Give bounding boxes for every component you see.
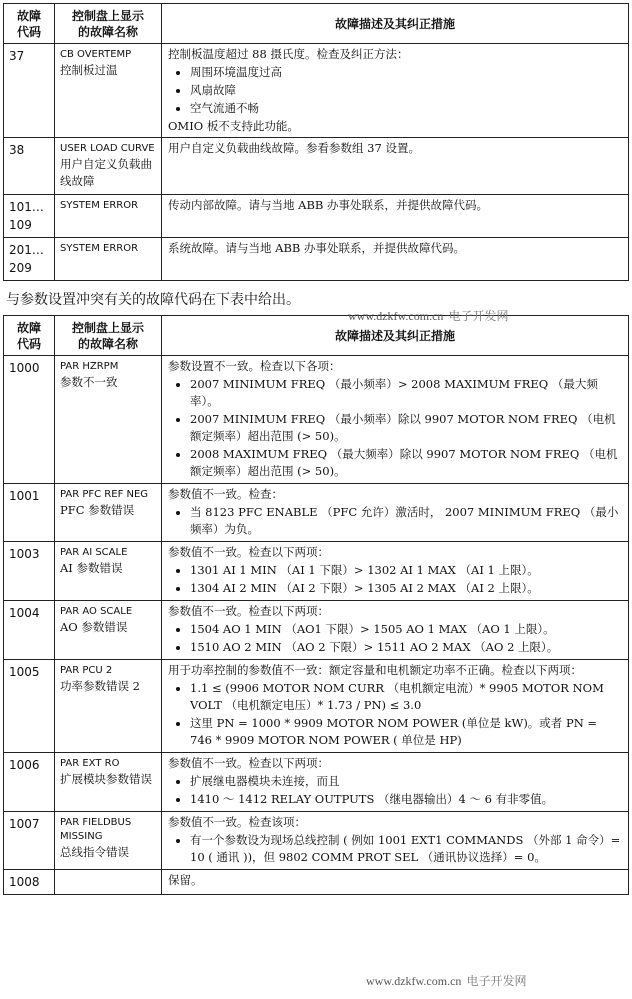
header-code: 故障 代码 bbox=[4, 4, 55, 44]
fault-name bbox=[55, 753, 162, 812]
section-text: 与参数设置冲突有关的故障代码在下表中给出。 bbox=[6, 292, 300, 308]
fault-code: 1000 bbox=[4, 356, 55, 484]
fault-description bbox=[162, 138, 629, 195]
check-list bbox=[168, 680, 622, 749]
fault-name-en: PAR AO SCALE bbox=[60, 606, 133, 617]
table-row bbox=[4, 542, 629, 601]
fault-name-en: PAR FIELDBUS MISSING bbox=[60, 817, 132, 842]
header-desc: 故障描述及其纠正措施 bbox=[162, 4, 629, 44]
description-text: 用户自定义负载曲线故障。参看参数组 37 设置。 bbox=[168, 141, 420, 155]
fault-name-en: SYSTEM ERROR bbox=[60, 243, 139, 254]
description-text: 保留。 bbox=[168, 873, 203, 887]
check-list-item: • 2007 MINIMUM FREQ （最小频率）> 2008 MAXIMUM FREQ （最大频率）。 bbox=[190, 376, 622, 410]
check-list bbox=[168, 504, 622, 538]
check-list-item: • 1504 AO 1 MIN （AO1 下限）> 1505 AO 1 MAX （AO 1 上限）。 bbox=[190, 621, 622, 638]
fault-description bbox=[162, 542, 629, 601]
fault-description bbox=[162, 601, 629, 660]
description-text: 参数设置不一致。检查以下各项： bbox=[168, 359, 341, 373]
fault-table-2 bbox=[3, 315, 629, 895]
description-text: 参数值不一致。检查： bbox=[168, 487, 283, 501]
header-desc: 故障描述及其纠正措施 bbox=[162, 316, 629, 356]
table-row bbox=[4, 870, 629, 895]
fault-name-zh: AI 参数错误 bbox=[60, 561, 123, 575]
fault-code: 38 bbox=[4, 138, 55, 195]
fault-name bbox=[55, 238, 162, 281]
description-text: 参数值不一致。检查以下两项： bbox=[168, 756, 329, 770]
table-row bbox=[4, 660, 629, 753]
header-code: 故障 代码 bbox=[4, 316, 55, 356]
watermark: www.dzkfw.com.cn 电子开发网 bbox=[366, 970, 527, 989]
check-list-item: • 1510 AO 2 MIN （AO 2 下限）> 1511 AO 2 MAX （AO 2 上限）。 bbox=[190, 639, 622, 656]
check-list-item: • 2007 MINIMUM FREQ （最小频率）除以 9907 MOTOR NOM FREQ （电机额定频率）超出范围 (> 50)。 bbox=[190, 411, 622, 445]
fault-name bbox=[55, 195, 162, 238]
table-row bbox=[4, 753, 629, 812]
document-page bbox=[0, 3, 632, 999]
table-row bbox=[4, 356, 629, 484]
fault-code: 1004 bbox=[4, 601, 55, 660]
fault-name-zh: 扩展模块参数错误 bbox=[60, 772, 152, 786]
fault-code: 37 bbox=[4, 44, 55, 138]
fault-name-en: PAR EXT RO bbox=[60, 758, 120, 769]
fault-description bbox=[162, 195, 629, 238]
fault-name-zh: 用户自定义负载曲线故障 bbox=[60, 157, 152, 188]
fault-description bbox=[162, 238, 629, 281]
check-list-item: • 1304 AI 2 MIN （AI 2 下限）> 1305 AI 2 MAX （AI 2 上限）。 bbox=[190, 580, 622, 597]
fault-name-zh: PFC 参数错误 bbox=[60, 503, 135, 517]
fault-name-zh: 总线指令错误 bbox=[60, 845, 129, 859]
fault-name bbox=[55, 660, 162, 753]
check-list-item: • 有一个参数设为现场总线控制 ( 例如 1001 EXT1 COMMANDS （外部 1 命令）= 10 ( 通讯 ))，但 9802 COMM PROT SEL （通讯协议选择）= 0。 bbox=[190, 832, 622, 866]
check-list bbox=[168, 376, 622, 480]
fault-name-zh: AO 参数错误 bbox=[60, 620, 128, 634]
fault-description bbox=[162, 44, 629, 138]
table-row bbox=[4, 195, 629, 238]
description-note: OMIO 板不支持此功能。 bbox=[168, 119, 299, 133]
check-list bbox=[168, 64, 622, 117]
fault-name bbox=[55, 138, 162, 195]
check-list-item: • 当 8123 PFC ENABLE （PFC 允许）激活时， 2007 MINIMUM FREQ （最小频率）为负。 bbox=[190, 504, 622, 538]
watermark: www.dzkfw.com.cn 电子开发网 bbox=[348, 309, 509, 323]
fault-code: 201…209 bbox=[4, 238, 55, 281]
fault-description bbox=[162, 753, 629, 812]
fault-name-en: USER LOAD CURVE bbox=[60, 143, 155, 154]
description-text: 系统故障。请与当地 ABB 办事处联系，并提供故障代码。 bbox=[168, 241, 466, 255]
fault-name-zh: 功率参数错误 2 bbox=[60, 679, 140, 693]
fault-name-en: PAR HZRPM bbox=[60, 361, 119, 372]
check-list-item: • 空气流通不畅 bbox=[190, 100, 622, 117]
fault-description bbox=[162, 484, 629, 542]
fault-name-en: CB OVERTEMP bbox=[60, 49, 132, 60]
description-text: 传动内部故障。请与当地 ABB 办事处联系，并提供故障代码。 bbox=[168, 198, 489, 212]
description-text: 参数值不一致。检查以下两项： bbox=[168, 545, 329, 559]
description-text: 控制板温度超过 88 摄氏度。检查及纠正方法： bbox=[168, 47, 409, 61]
fault-name bbox=[55, 44, 162, 138]
description-text: 参数值不一致。检查该项： bbox=[168, 815, 306, 829]
table-row bbox=[4, 138, 629, 195]
fault-name bbox=[55, 812, 162, 870]
header-name: 控制盘上显示 的故障名称 bbox=[55, 4, 162, 44]
table-row bbox=[4, 812, 629, 870]
fault-code: 101…109 bbox=[4, 195, 55, 238]
fault-name-en: PAR AI SCALE bbox=[60, 547, 128, 558]
check-list-item: • 1.1 ≤ (9906 MOTOR NOM CURR （电机额定电流）* 9905 MOTOR NOM VOLT （电机额定电压）* 1.73 / PN) ≤ 3.0 bbox=[190, 680, 622, 714]
table-row bbox=[4, 484, 629, 542]
check-list-item: • 风扇故障 bbox=[190, 82, 622, 99]
fault-name-en: PAR PCU 2 bbox=[60, 665, 113, 676]
header-name: 控制盘上显示 的故障名称 bbox=[55, 316, 162, 356]
fault-description bbox=[162, 812, 629, 870]
check-list-item: • 1410 ～ 1412 RELAY OUTPUTS （继电器输出）4 ～ 6 有非零值。 bbox=[190, 791, 622, 808]
check-list bbox=[168, 562, 622, 597]
fault-code: 1003 bbox=[4, 542, 55, 601]
check-list-item: • 2008 MAXIMUM FREQ （最大频率）除以 9907 MOTOR NOM FREQ （电机额定频率）超出范围 (> 50)。 bbox=[190, 446, 622, 480]
check-list-item: • 这里 PN = 1000 * 9909 MOTOR NOM POWER (单位是 kW)。或者 PN = 746 * 9909 MOTOR NOM POWER ( 单位是 HP) bbox=[190, 715, 622, 749]
fault-name bbox=[55, 484, 162, 542]
table-row bbox=[4, 601, 629, 660]
fault-name bbox=[55, 601, 162, 660]
fault-table-1 bbox=[3, 3, 629, 281]
fault-code: 1007 bbox=[4, 812, 55, 870]
fault-code: 1006 bbox=[4, 753, 55, 812]
check-list-item: • 1301 AI 1 MIN （AI 1 下限）> 1302 AI 1 MAX （AI 1 上限）。 bbox=[190, 562, 622, 579]
table-row bbox=[4, 44, 629, 138]
fault-code: 1008 bbox=[4, 870, 55, 895]
fault-name-zh: 控制板过温 bbox=[60, 63, 118, 77]
fault-code: 1005 bbox=[4, 660, 55, 753]
fault-description bbox=[162, 356, 629, 484]
fault-name-en: PAR PFC REF NEG bbox=[60, 489, 149, 500]
check-list-item: • 周围环境温度过高 bbox=[190, 64, 622, 81]
table-row bbox=[4, 238, 629, 281]
check-list bbox=[168, 773, 622, 808]
fault-description bbox=[162, 660, 629, 753]
fault-name-zh: 参数不一致 bbox=[60, 375, 118, 389]
fault-code: 1001 bbox=[4, 484, 55, 542]
description-text: 用于功率控制的参数值不一致：额定容量和电机额定功率不正确。检查以下两项： bbox=[168, 663, 582, 677]
description-text: 参数值不一致。检查以下两项： bbox=[168, 604, 329, 618]
fault-name bbox=[55, 356, 162, 484]
check-list bbox=[168, 832, 622, 866]
fault-name-en: SYSTEM ERROR bbox=[60, 200, 139, 211]
check-list-item: • 扩展继电器模块未连接，而且 bbox=[190, 773, 622, 790]
check-list bbox=[168, 621, 622, 656]
fault-name bbox=[55, 542, 162, 601]
fault-name bbox=[55, 870, 162, 895]
fault-description bbox=[162, 870, 629, 895]
